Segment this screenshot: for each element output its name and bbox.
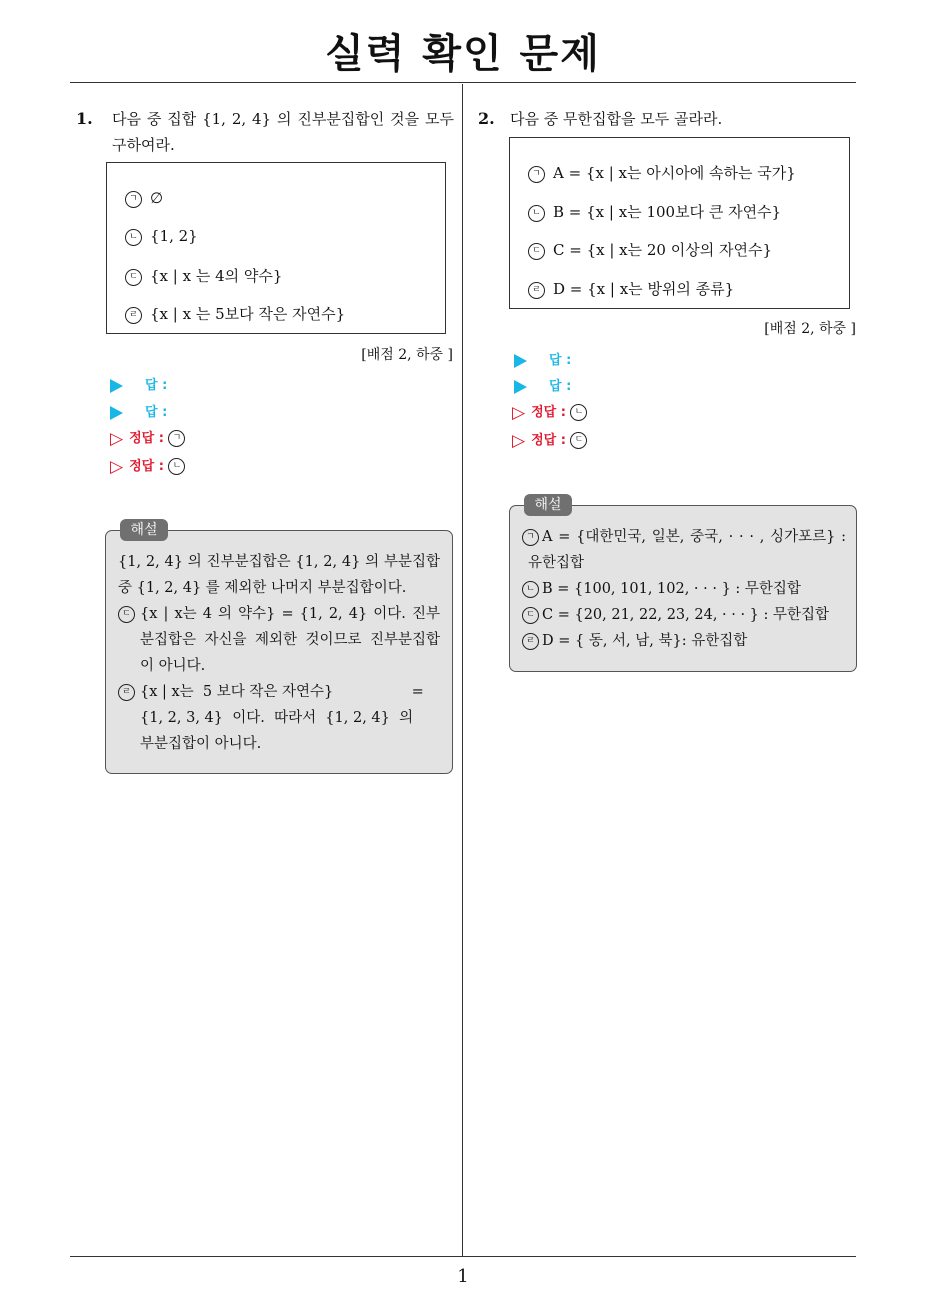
top-rule — [70, 82, 856, 83]
choice-marker-icon: ㄴ — [528, 205, 545, 222]
correct-answer-marker: ㄴ — [168, 458, 185, 475]
explanation-label: 해설 — [524, 494, 572, 516]
correct-answer-marker: ㄷ — [570, 432, 587, 449]
triangle-arrow-icon — [514, 354, 527, 368]
choice-item — [528, 201, 781, 222]
answer-label: 답 : — [549, 379, 572, 394]
explanation-text: 부분집합이 아니다. — [140, 736, 262, 752]
explanation-text: {1, 2, 3, 4} 이다. 따라서 {1, 2, 4} 의 — [140, 710, 414, 726]
question-number: 1. — [76, 109, 93, 128]
question-1-choices — [106, 162, 446, 334]
choice-text: {x | x 는 5보다 작은 자연수} — [150, 305, 346, 323]
choice-marker-icon: ㄷ — [125, 269, 142, 286]
question-1 — [76, 106, 454, 158]
choice-marker-icon: ㄹ — [528, 282, 545, 299]
score-label: [배점 2, 하중 ] — [361, 347, 453, 363]
question-1-header — [76, 106, 454, 158]
explanation-item — [522, 602, 543, 628]
answer-label: 답 : — [549, 353, 572, 368]
column-divider — [462, 84, 463, 1256]
choice-marker-icon: ㄴ — [125, 229, 142, 246]
explanation-label: 해설 — [120, 519, 168, 541]
explanation-box — [105, 530, 453, 774]
bottom-rule — [70, 1256, 856, 1257]
correct-answer-line — [512, 429, 595, 451]
explanation-text: {x | x는 4 의 약수} = {1, 2, 4} 이다. 진부 — [140, 606, 440, 622]
explanation-text: C = {20, 21, 22, 23, 24, · · · } : 무한집합 — [542, 607, 830, 623]
correct-answer-line — [512, 401, 595, 423]
correct-label: 정답 : — [531, 433, 566, 448]
choice-text: D = {x | x는 방위의 종류} — [553, 280, 735, 298]
correct-label: 정답 : — [129, 459, 164, 474]
triangle-arrow-icon — [110, 406, 123, 420]
question-2-header — [478, 106, 856, 132]
explanation-text: B = {100, 101, 102, · · · } : 무한집합 — [542, 581, 801, 597]
choice-marker-icon: ㄹ — [118, 684, 135, 701]
question-text: 다음 중 무한집합을 모두 골라라. — [510, 110, 723, 128]
correct-label: 정답 : — [129, 431, 164, 446]
explanation-text: 분집합은 자신을 제외한 것이므로 진부분집합 — [140, 632, 440, 648]
answer-label: 답 : — [145, 405, 168, 420]
outline-arrow-icon: ▷ — [512, 430, 526, 451]
explanation-text: {x | x는 5 보다 작은 자연수} = — [140, 684, 424, 700]
choice-item — [125, 227, 198, 246]
answer-line — [110, 401, 167, 420]
correct-answer-line — [110, 427, 193, 449]
explanation-item — [522, 524, 543, 550]
choice-text: {x | x 는 4의 약수} — [150, 267, 283, 285]
outline-arrow-icon: ▷ — [110, 456, 124, 477]
question-number: 2. — [478, 109, 495, 128]
explanation-item — [118, 679, 139, 705]
explanation-text: {1, 2, 4} 의 진부분집합은 {1, 2, 4} 의 부분집합 — [118, 554, 440, 570]
answer-line — [514, 375, 571, 394]
choice-item — [125, 189, 163, 208]
choice-marker-icon: ㄴ — [522, 581, 539, 598]
question-2-choices — [509, 137, 850, 309]
explanation-text: 이 아니다. — [140, 658, 206, 674]
choice-text: {1, 2} — [150, 227, 198, 245]
choice-marker-icon: ㄱ — [125, 191, 142, 208]
outline-arrow-icon: ▷ — [110, 428, 124, 449]
correct-answer-marker: ㄱ — [168, 430, 185, 447]
choice-item — [528, 278, 734, 299]
choice-text: ∅ — [150, 189, 164, 207]
answer-line — [514, 349, 571, 368]
choice-text: A = {x | x는 아시아에 속하는 국가} — [553, 164, 796, 182]
correct-answer-marker: ㄴ — [570, 404, 587, 421]
explanation-text: A = {대한민국, 일본, 중국, · · · , 싱가포르} : — [542, 529, 846, 545]
answer-label: 답 : — [145, 378, 168, 393]
explanation-item — [522, 628, 543, 654]
answer-line — [110, 374, 167, 393]
page-number: 1 — [457, 1266, 469, 1287]
explanation-text: D = { 동, 서, 남, 북}: 유한집합 — [542, 633, 748, 649]
score-label: [배점 2, 하중 ] — [764, 321, 856, 337]
choice-text: C = {x | x는 20 이상의 자연수} — [553, 241, 772, 259]
outline-arrow-icon: ▷ — [512, 402, 526, 423]
choice-marker-icon: ㄱ — [528, 166, 545, 183]
choice-item — [125, 303, 345, 324]
explanation-item — [522, 576, 543, 602]
choice-marker-icon: ㄷ — [528, 243, 545, 260]
choice-text: B = {x | x는 100보다 큰 자연수} — [553, 203, 782, 221]
choice-marker-icon: ㄹ — [125, 307, 142, 324]
triangle-arrow-icon — [514, 380, 527, 394]
explanation-box — [509, 505, 857, 672]
question-2 — [478, 106, 856, 132]
correct-label: 정답 : — [531, 405, 566, 420]
choice-marker-icon: ㄱ — [522, 529, 539, 546]
correct-answer-line — [110, 455, 193, 477]
choice-marker-icon: ㄷ — [118, 606, 135, 623]
page-title: 실력 확인 문제 — [325, 31, 601, 77]
triangle-arrow-icon — [110, 379, 123, 393]
choice-item — [528, 239, 772, 260]
choice-marker-icon: ㄷ — [522, 607, 539, 624]
explanation-text: 유한집합 — [528, 555, 585, 571]
choice-marker-icon: ㄹ — [522, 633, 539, 650]
choice-item — [125, 265, 282, 286]
choice-item — [528, 162, 796, 183]
explanation-text: 중 {1, 2, 4} 를 제외한 나머지 부분집합이다. — [118, 580, 407, 596]
question-text: 다음 중 집합 {1, 2, 4} 의 진부분집합인 것을 모두 구하여라. — [112, 110, 454, 154]
explanation-item — [118, 601, 139, 627]
